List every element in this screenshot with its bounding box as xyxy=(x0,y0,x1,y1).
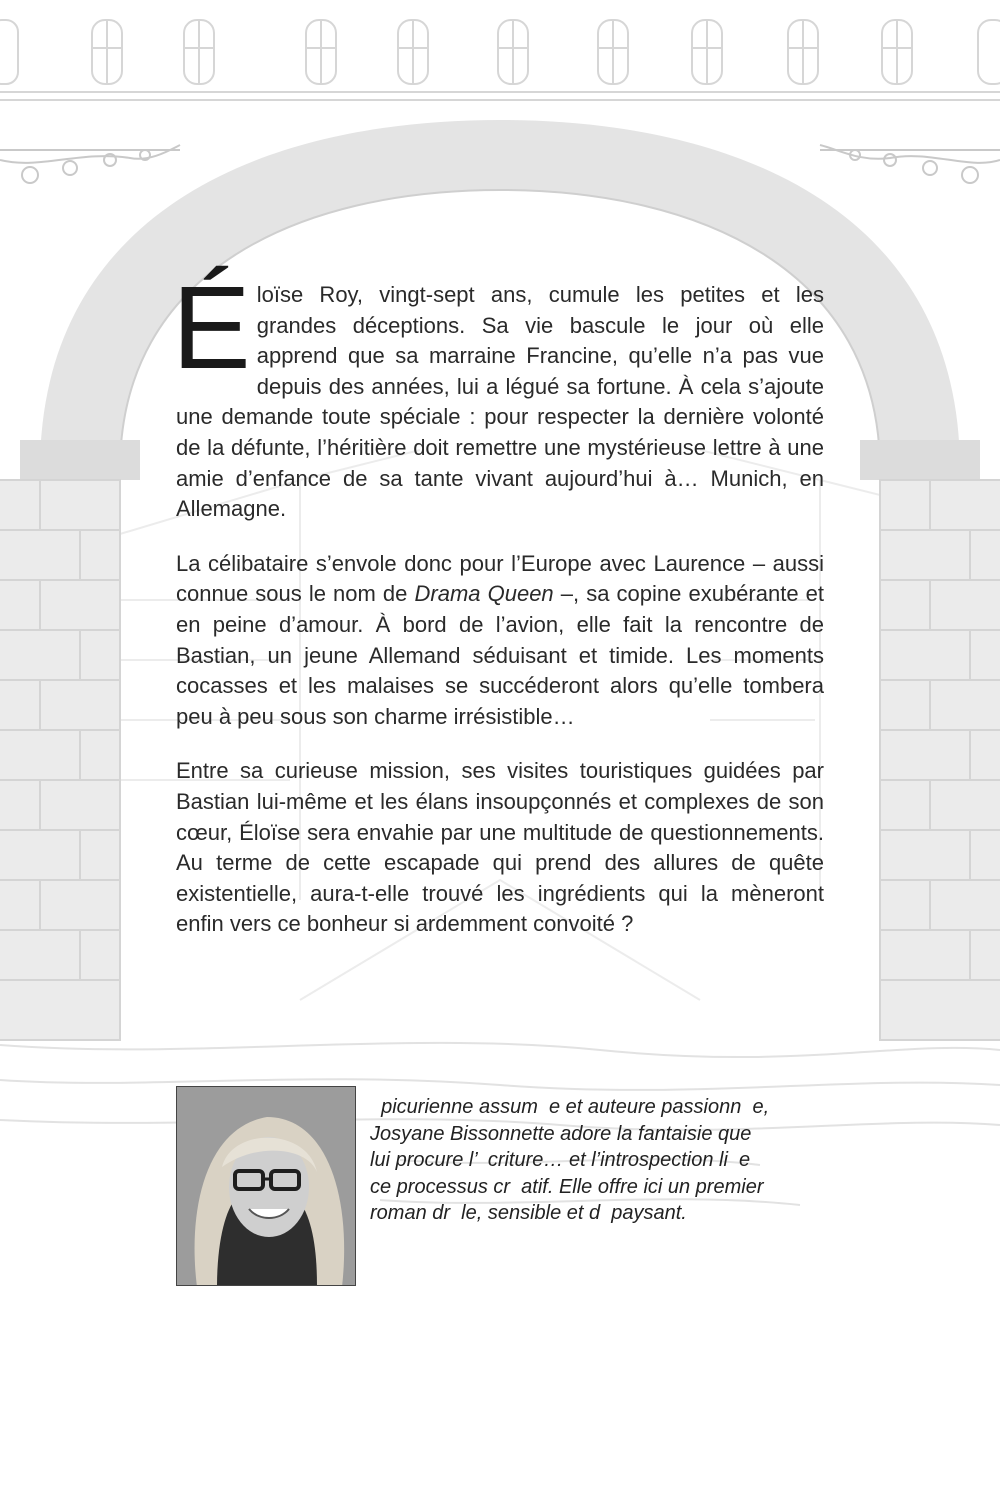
blurb-paragraph-3: Entre sa curieuse mission, ses visites touristiques guidées par Bastian lui-même et les élans insoupçonnés et complexes de son cœur, Éloïse sera envahie par une multitude de questionnements. Au terme de cette escapade qui prend des allures de quête existentielle, aura-t-elle trouvé les ingrédients qui la mèneront enfin vers ce bonheur si ardemment convoité ? xyxy=(176,758,824,937)
bio-line-1: picurienne assum e et auteure passionn e, xyxy=(370,1096,770,1118)
blurb-p2-after: –, sa copine exubérante et en peine d’amour. À bord de l’avion, elle fait la rencontre de Bastian, un jeune Allemand séduisant et timide. Les moments cocasses et les malaises se succéderont alors qu’elle tombera peu à peu sous son charme irrésistible… xyxy=(176,581,824,729)
bio-line-5: roman dr le, sensible et d paysant. xyxy=(370,1202,687,1224)
book-blurb xyxy=(172,262,824,964)
blurb-paragraph-1 xyxy=(172,262,824,525)
drop-cap: É xyxy=(172,262,251,394)
author-photo xyxy=(176,1086,356,1286)
bio-line-3: lui procure l’ criture… et l’introspection li e xyxy=(370,1149,751,1171)
blurb-p2-emphasis: Drama Queen xyxy=(414,581,554,607)
bio-line-2: Josyane Bissonnette adore la fantaisie que xyxy=(370,1122,752,1145)
author-bio xyxy=(370,1094,840,1227)
bio-line-4: ce processus cr atif. Elle offre ici un premier xyxy=(370,1175,764,1198)
blurb-p1-text: loïse Roy, vingt-sept ans, cumule les petites et les grandes déceptions. Sa vie bascule le jour où elle apprend que sa marraine Francine, qu’elle n’a pas vue depuis des années, lui a légué sa fortune. À cela s’ajoute une demande toute spéciale : pour respecter la dernière volonté de la défunte, l’héritière doit remettre une mystérieuse lettre à une amie d’enfance de sa tante vivant aujourd’hui à… Munich, en Allemagne. xyxy=(176,282,824,522)
blurb-paragraph-2 xyxy=(176,549,824,733)
top-windows xyxy=(0,20,1000,100)
blurb-p2-before: La célibataire s’envole donc pour l’Europe avec Laurence – aussi connue sous le nom de xyxy=(176,550,824,607)
